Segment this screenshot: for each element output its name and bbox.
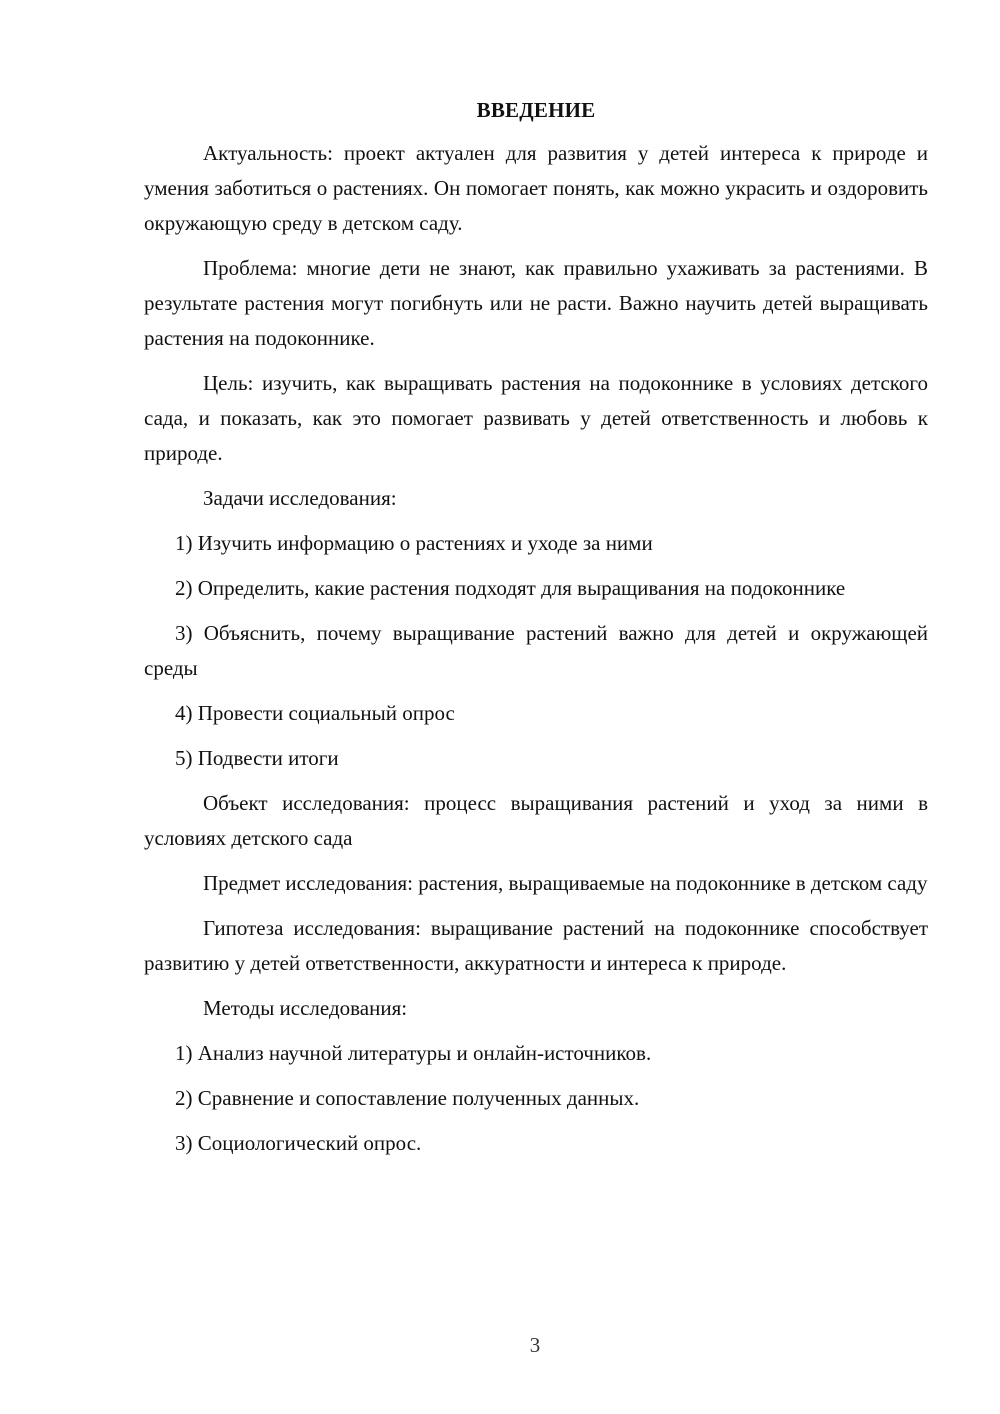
goal-paragraph: Цель: изучить, как выращивать растения на подоконнике в условиях детского сада, и показать, как это помогает развивать у детей ответственность и любовь к природе.	[144, 371, 928, 465]
method-item: 2) Сравнение и сопоставление полученных данных.	[175, 1086, 640, 1110]
method-item: 3) Социологический опрос.	[175, 1131, 422, 1155]
section-heading: ВВЕДЕНИЕ	[476, 98, 596, 122]
document-page	[144, 92, 928, 1161]
task-item: 2) Определить, какие растения подходят для выращивания на подоконнике	[175, 576, 846, 600]
tasks-heading: Задачи исследования:	[203, 486, 397, 510]
hypothesis-paragraph: Гипотеза исследования: выращивание растений на подоконнике способствует развитию у детей ответственности, аккуратности и интереса к природе.	[144, 916, 928, 975]
task-item: 3) Объяснить, почему выращивание растений важно для детей и окружающей среды	[144, 621, 928, 680]
page-number: 3	[529, 1333, 541, 1357]
relevance-paragraph: Актуальность: проект актуален для развития у детей интереса к природе и умения заботиться о растениях. Он помогает понять, как можно украсить и оздоровить окружающую среду в детском саду.	[144, 141, 928, 235]
task-item: 1) Изучить информацию о растениях и уходе за ними	[175, 531, 653, 555]
task-item: 5) Подвести итоги	[175, 746, 339, 770]
subject-paragraph: Предмет исследования: растения, выращиваемые на подоконнике в детском саду	[203, 871, 928, 895]
method-item: 1) Анализ научной литературы и онлайн-источников.	[175, 1041, 652, 1065]
task-item: 4) Провести социальный опрос	[175, 701, 455, 725]
problem-paragraph: Проблема: многие дети не знают, как правильно ухаживать за растениями. В результате растения могут погибнуть или не расти. Важно научить детей выращивать растения на подоконнике.	[144, 256, 928, 350]
methods-heading: Методы исследования:	[203, 996, 408, 1020]
object-paragraph: Объект исследования: процесс выращивания растений и уход за ними в условиях детского сада	[144, 791, 928, 850]
